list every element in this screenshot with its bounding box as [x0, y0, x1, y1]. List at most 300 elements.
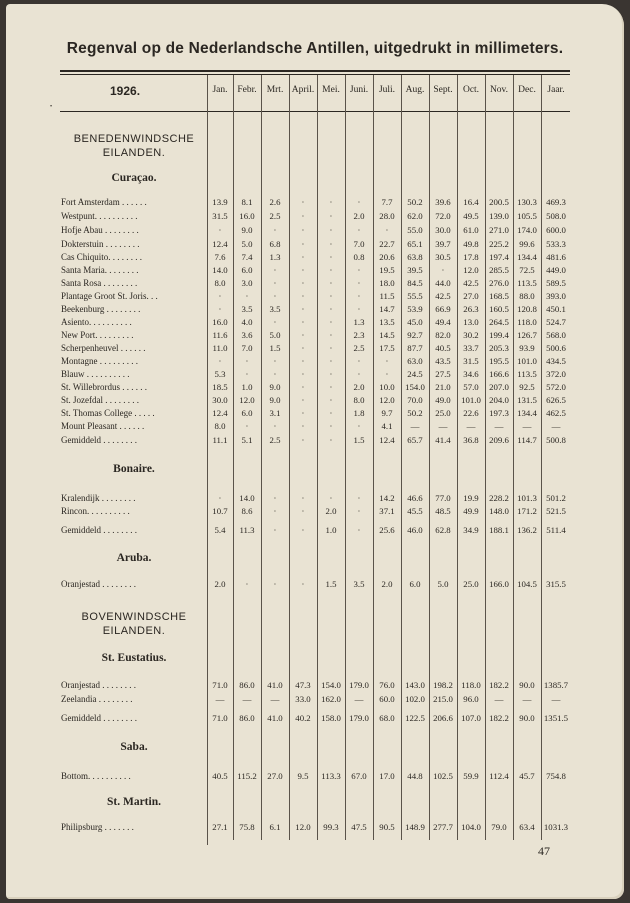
table-cell: 449.0	[546, 265, 566, 275]
table-cell: 72.0	[435, 211, 451, 221]
table-cell: 500.6	[546, 343, 566, 353]
table-cell: 14.0	[239, 493, 255, 503]
table-cell: 9.7	[381, 408, 393, 418]
table-cell: 131.5	[517, 395, 537, 405]
table-cell: 90.0	[519, 713, 535, 723]
table-cell: ·	[301, 330, 305, 340]
table-cell: 43.5	[435, 356, 451, 366]
island-bonaire: Bonaire.	[113, 463, 155, 475]
table-cell: 19.9	[463, 493, 479, 503]
table-cell: 17.0	[379, 771, 395, 781]
table-cell: 171.2	[517, 506, 537, 516]
row-label: Westpunt. . . . . . . . . .	[61, 211, 138, 221]
table-cell: ·	[329, 356, 333, 366]
top-rule-thin	[60, 74, 570, 75]
table-cell: —	[494, 421, 504, 431]
table-cell: 7.4	[241, 252, 253, 262]
table-cell: 14.7	[379, 304, 395, 314]
table-cell: 31.5	[463, 356, 479, 366]
table-cell: 12.0	[295, 822, 311, 832]
page-title: Regenval op de Nederlandsche Antillen, uitgedrukt in millimeters.	[66, 40, 564, 57]
row-label: Scherpenheuvel . . . . . .	[61, 343, 146, 353]
table-cell: 148.9	[405, 822, 425, 832]
table-cell: 182.2	[489, 713, 509, 723]
column-header: Sept.	[433, 85, 453, 95]
table-cell: 174.0	[517, 225, 537, 235]
table-cell: 60.0	[379, 694, 395, 704]
table-cell: 1.0	[325, 525, 337, 535]
table-cell: 39.5	[407, 265, 423, 275]
table-cell: 71.0	[212, 713, 228, 723]
table-cell: 179.0	[349, 680, 369, 690]
table-cell: 5.4	[214, 525, 226, 535]
column-divider	[429, 75, 430, 840]
table-cell: 4.0	[241, 317, 253, 327]
table-cell: 30.0	[435, 225, 451, 235]
table-cell: 122.5	[405, 713, 425, 723]
table-cell: 62.8	[435, 525, 451, 535]
column-divider	[541, 75, 542, 840]
table-cell: ·	[301, 579, 305, 589]
table-cell: 10.7	[212, 506, 228, 516]
table-cell: 450.1	[546, 304, 566, 314]
table-cell: 521.5	[546, 506, 566, 516]
table-cell: 8.0	[353, 395, 365, 405]
table-cell: 112.4	[489, 771, 509, 781]
table-cell: 24.5	[407, 369, 423, 379]
table-cell: 42.5	[435, 291, 451, 301]
table-cell: 2.0	[353, 211, 365, 221]
table-cell: ·	[301, 225, 305, 235]
column-header: Aug.	[405, 85, 425, 95]
table-cell: 63.0	[407, 356, 423, 366]
table-cell: 9.0	[269, 382, 281, 392]
table-cell: —	[270, 694, 280, 704]
column-divider	[317, 75, 318, 840]
table-cell: ·	[357, 421, 361, 431]
table-cell: 136.2	[517, 525, 537, 535]
table-cell: 8.0	[214, 278, 226, 288]
table-cell: —	[466, 421, 476, 431]
table-cell: ·	[301, 278, 305, 288]
table-cell: 12.4	[212, 239, 228, 249]
table-cell: 107.0	[461, 713, 481, 723]
margin-mark: •	[50, 104, 53, 110]
table-cell: 754.8	[546, 771, 566, 781]
table-cell: 62.0	[407, 211, 423, 221]
table-cell: ·	[329, 330, 333, 340]
table-cell: 0.8	[353, 252, 365, 262]
table-cell: —	[522, 694, 532, 704]
column-header: Jaar.	[547, 85, 565, 95]
table-cell: —	[410, 421, 420, 431]
table-cell: 134.4	[517, 252, 537, 262]
table-cell: 115.2	[237, 771, 257, 781]
table-cell: ·	[385, 356, 389, 366]
table-cell: ·	[273, 291, 277, 301]
table-cell: 30.2	[463, 330, 479, 340]
table-cell: 16.0	[239, 211, 255, 221]
table-cell: 6.0	[241, 408, 253, 418]
table-cell: 6.0	[409, 579, 421, 589]
table-cell: 40.5	[435, 343, 451, 353]
table-cell: 511.4	[546, 525, 566, 535]
table-cell: ·	[357, 506, 361, 516]
table-cell: 11.3	[239, 525, 255, 535]
table-cell: 1031.3	[543, 822, 569, 832]
table-cell: ·	[329, 317, 333, 327]
table-cell: 12.4	[379, 435, 395, 445]
table-cell: 3.5	[269, 304, 281, 314]
table-cell: 12.0	[379, 395, 395, 405]
table-cell: 36.8	[463, 435, 479, 445]
table-cell: ·	[329, 304, 333, 314]
table-cell: 93.9	[519, 343, 535, 353]
table-cell: 6.0	[241, 265, 253, 275]
table-cell: 31.5	[212, 211, 228, 221]
table-cell: ·	[329, 265, 333, 275]
column-header: Oct.	[462, 85, 480, 95]
table-cell: 1.5	[325, 579, 337, 589]
table-cell: 27.0	[463, 291, 479, 301]
island-saba: Saba.	[120, 741, 148, 753]
table-cell: 2.0	[325, 506, 337, 516]
table-cell: 277.7	[433, 822, 453, 832]
table-cell: 114.7	[517, 435, 537, 445]
table-cell: 49.8	[463, 239, 479, 249]
table-cell: 21.0	[435, 382, 451, 392]
table-cell: 25.0	[463, 579, 479, 589]
top-rule	[60, 70, 570, 72]
table-cell: 3.0	[241, 278, 253, 288]
row-label: Plantage Groot St. Joris. . .	[61, 291, 158, 301]
table-cell: 113.3	[321, 771, 341, 781]
table-cell: 27.0	[267, 771, 283, 781]
row-label: Bottom. . . . . . . . . .	[61, 771, 131, 781]
row-label: Gemiddeld . . . . . . . .	[61, 435, 137, 445]
table-cell: ·	[357, 265, 361, 275]
table-cell: 1.5	[269, 343, 281, 353]
table-cell: ·	[301, 525, 305, 535]
column-header: Dec.	[518, 85, 536, 95]
table-cell: 49.5	[463, 211, 479, 221]
table-cell: 13.5	[379, 317, 395, 327]
row-label: Mount Pleasant . . . . . .	[61, 421, 145, 431]
table-cell: 2.5	[353, 343, 365, 353]
table-cell: ·	[329, 408, 333, 418]
row-label: Rincon. . . . . . . . . .	[61, 506, 130, 516]
row-label: Santa Rosa . . . . . . . .	[61, 278, 138, 288]
column-header: Mei.	[322, 85, 340, 95]
table-cell: ·	[273, 525, 277, 535]
table-cell: 13.9	[212, 197, 228, 207]
table-cell: 102.5	[433, 771, 453, 781]
table-cell: ·	[273, 225, 277, 235]
table-cell: ·	[385, 225, 389, 235]
table-cell: ·	[273, 506, 277, 516]
table-cell: 101.0	[517, 356, 537, 366]
table-cell: 600.0	[546, 225, 566, 235]
table-cell: ·	[301, 421, 305, 431]
table-cell: 225.2	[489, 239, 509, 249]
table-cell: ·	[329, 435, 333, 445]
table-cell: 18.0	[379, 278, 395, 288]
table-cell: 7.0	[241, 343, 253, 353]
table-cell: 66.9	[435, 304, 451, 314]
table-cell: ·	[273, 493, 277, 503]
table-cell: ·	[245, 579, 249, 589]
table-cell: 154.0	[321, 680, 341, 690]
row-label: New Port. . . . . . . . .	[61, 330, 134, 340]
table-cell: ·	[273, 579, 277, 589]
table-cell: 2.5	[269, 435, 281, 445]
row-label: St. Jozefdal . . . . . . . .	[61, 395, 139, 405]
table-cell: 5.3	[214, 369, 226, 379]
table-cell: —	[551, 421, 561, 431]
table-cell: ·	[273, 278, 277, 288]
table-cell: 5.0	[269, 330, 281, 340]
year-label: 1926.	[110, 84, 141, 98]
column-divider	[457, 75, 458, 840]
table-cell: —	[494, 694, 504, 704]
table-cell: 84.5	[407, 278, 423, 288]
row-label: Hofje Abau . . . . . . . .	[61, 225, 139, 235]
table-cell: ·	[245, 421, 249, 431]
table-cell: 19.5	[379, 265, 395, 275]
table-cell: 1.5	[353, 435, 365, 445]
table-cell: 41.4	[435, 435, 451, 445]
table-cell: 76.0	[379, 680, 395, 690]
table-cell: 2.5	[269, 211, 281, 221]
table-cell: —	[551, 694, 561, 704]
row-label: Philipsburg . . . . . . .	[61, 822, 134, 832]
table-cell: ·	[218, 493, 222, 503]
table-cell: 70.0	[407, 395, 423, 405]
table-cell: 1351.5	[543, 713, 569, 723]
table-cell: ·	[218, 225, 222, 235]
table-cell: 82.0	[435, 330, 451, 340]
table-cell: 57.0	[463, 382, 479, 392]
table-cell: 162.0	[321, 694, 341, 704]
table-cell: 209.6	[489, 435, 509, 445]
table-cell: 393.0	[546, 291, 566, 301]
table-cell: 49.9	[463, 506, 479, 516]
table-cell: ·	[301, 493, 305, 503]
table-cell: 101.0	[461, 395, 481, 405]
column-divider	[289, 75, 290, 840]
table-cell: 17.8	[463, 252, 479, 262]
table-cell: ·	[357, 278, 361, 288]
table-cell: 195.5	[489, 356, 509, 366]
table-cell: 8.1	[241, 197, 253, 207]
row-label: St. Willebrordus . . . . . .	[61, 382, 147, 392]
table-cell: 12.4	[212, 408, 228, 418]
table-cell: 14.2	[379, 493, 395, 503]
table-cell: ·	[273, 356, 277, 366]
table-cell: 11.5	[379, 291, 395, 301]
column-divider	[207, 75, 208, 845]
table-cell: 63.4	[519, 822, 535, 832]
table-cell: 166.0	[489, 579, 509, 589]
table-cell: 160.5	[489, 304, 509, 314]
table-cell: 118.0	[517, 317, 537, 327]
table-cell: 45.7	[519, 771, 535, 781]
table-cell: 65.1	[407, 239, 423, 249]
table-cell: 53.9	[407, 304, 423, 314]
table-cell: 44.8	[407, 771, 423, 781]
table-cell: 372.0	[546, 369, 566, 379]
table-cell: ·	[301, 252, 305, 262]
table-cell: 179.0	[349, 713, 369, 723]
table-cell: 166.6	[489, 369, 509, 379]
table-cell: 207.0	[489, 382, 509, 392]
table-cell: 49.4	[435, 317, 451, 327]
table-cell: 45.5	[407, 506, 423, 516]
table-cell: ·	[245, 291, 249, 301]
table-cell: 3.1	[269, 408, 281, 418]
island-st-martin: St. Martin.	[107, 796, 161, 808]
column-header: Juni.	[349, 85, 369, 95]
table-cell: 37.1	[379, 506, 395, 516]
table-cell: 206.6	[433, 713, 453, 723]
table-cell: 11.1	[212, 435, 228, 445]
table-cell: 9.0	[269, 395, 281, 405]
column-divider	[373, 75, 374, 840]
table-cell: 1.3	[269, 252, 281, 262]
table-cell: ·	[329, 291, 333, 301]
table-cell: 533.3	[546, 239, 566, 249]
table-cell: 134.4	[517, 408, 537, 418]
table-cell: 2.0	[381, 579, 393, 589]
table-cell: 1385.7	[543, 680, 569, 690]
table-cell: ·	[329, 278, 333, 288]
table-cell: 271.0	[489, 225, 509, 235]
table-cell: 14.5	[379, 330, 395, 340]
section-bovenwindsche: BOVENWINDSCHE EILANDEN.	[81, 611, 187, 637]
table-cell: 28.0	[379, 211, 395, 221]
column-header: Mrt.	[266, 85, 284, 95]
table-cell: 8.0	[214, 421, 226, 431]
table-cell: 5.1	[241, 435, 253, 445]
table-cell: 47.3	[295, 680, 311, 690]
row-label: Santa Maria. . . . . . . .	[61, 265, 139, 275]
table-cell: 130.3	[517, 197, 537, 207]
table-cell: 49.0	[435, 395, 451, 405]
table-cell: 5.0	[241, 239, 253, 249]
table-cell: 44.0	[435, 278, 451, 288]
table-cell: 27.5	[435, 369, 451, 379]
table-cell: 42.5	[463, 278, 479, 288]
table-cell: 48.5	[435, 506, 451, 516]
table-cell: 168.5	[489, 291, 509, 301]
table-cell: 508.0	[546, 211, 566, 221]
table-cell: 33.7	[463, 343, 479, 353]
table-cell: 9.0	[241, 225, 253, 235]
table-cell: 148.0	[489, 506, 509, 516]
table-cell: —	[242, 694, 252, 704]
row-label: Montagne . . . . . . . . .	[61, 356, 138, 366]
table-cell: 30.0	[212, 395, 228, 405]
table-cell: 12.0	[463, 265, 479, 275]
table-cell: 228.2	[489, 493, 509, 503]
table-cell: ·	[273, 421, 277, 431]
table-cell: 13.0	[463, 317, 479, 327]
table-cell: ·	[301, 395, 305, 405]
row-label: Blauw . . . . . . . . . .	[61, 369, 130, 379]
table-cell: 6.1	[269, 822, 281, 832]
row-label: Oranjestad . . . . . . . .	[61, 680, 136, 690]
table-cell: 75.8	[239, 822, 255, 832]
column-divider	[401, 75, 402, 840]
table-cell: ·	[218, 291, 222, 301]
table-cell: 469.3	[546, 197, 566, 207]
table-cell: 3.6	[241, 330, 253, 340]
column-divider	[345, 75, 346, 840]
table-cell: 61.0	[463, 225, 479, 235]
table-cell: ·	[357, 197, 361, 207]
table-cell: ·	[301, 356, 305, 366]
section-benedenwindsche: BENEDENWINDSCHE EILANDEN.	[73, 133, 195, 159]
table-cell: 25.6	[379, 525, 395, 535]
table-cell: 199.4	[489, 330, 509, 340]
table-cell: 524.7	[546, 317, 566, 327]
row-label: Gemiddeld . . . . . . . .	[61, 525, 137, 535]
table-cell: 47.5	[351, 822, 367, 832]
table-cell: 1.3	[353, 317, 365, 327]
table-cell: 118.0	[461, 680, 481, 690]
table-cell: 41.0	[267, 713, 283, 723]
table-cell: 589.5	[546, 278, 566, 288]
table-cell: 26.3	[463, 304, 479, 314]
table-cell: ·	[273, 317, 277, 327]
table-cell: 86.0	[239, 713, 255, 723]
row-label: Fort Amsterdam . . . . . .	[61, 197, 147, 207]
table-cell: 102.0	[405, 694, 425, 704]
table-cell: 500.8	[546, 435, 566, 445]
table-cell: 40.5	[212, 771, 228, 781]
table-cell: 10.0	[379, 382, 395, 392]
table-cell: 2.0	[353, 382, 365, 392]
table-cell: 5.0	[437, 579, 449, 589]
table-cell: ·	[273, 369, 277, 379]
table-cell: 68.0	[379, 713, 395, 723]
table-cell: ·	[441, 265, 445, 275]
document-page	[6, 4, 624, 899]
table-cell: 2.3	[353, 330, 365, 340]
table-cell: 120.8	[517, 304, 537, 314]
table-cell: 197.4	[489, 252, 509, 262]
table-cell: 104.0	[461, 822, 481, 832]
column-divider	[233, 75, 234, 840]
table-cell: 154.0	[405, 382, 425, 392]
table-cell: 45.0	[407, 317, 423, 327]
row-label: Zeelandia . . . . . . . .	[61, 694, 133, 704]
table-cell: 92.7	[407, 330, 423, 340]
table-cell: 101.3	[517, 493, 537, 503]
table-cell: ·	[301, 506, 305, 516]
table-cell: ·	[329, 252, 333, 262]
table-cell: ·	[301, 304, 305, 314]
column-divider	[261, 75, 262, 840]
table-cell: 198.2	[433, 680, 453, 690]
table-cell: 40.2	[295, 713, 311, 723]
table-cell: 16.4	[463, 197, 479, 207]
row-label: Kralendijk . . . . . . . .	[61, 493, 136, 503]
table-cell: 77.0	[435, 493, 451, 503]
table-cell: 8.6	[241, 506, 253, 516]
table-cell: 25.0	[435, 408, 451, 418]
table-cell: 7.0	[353, 239, 365, 249]
